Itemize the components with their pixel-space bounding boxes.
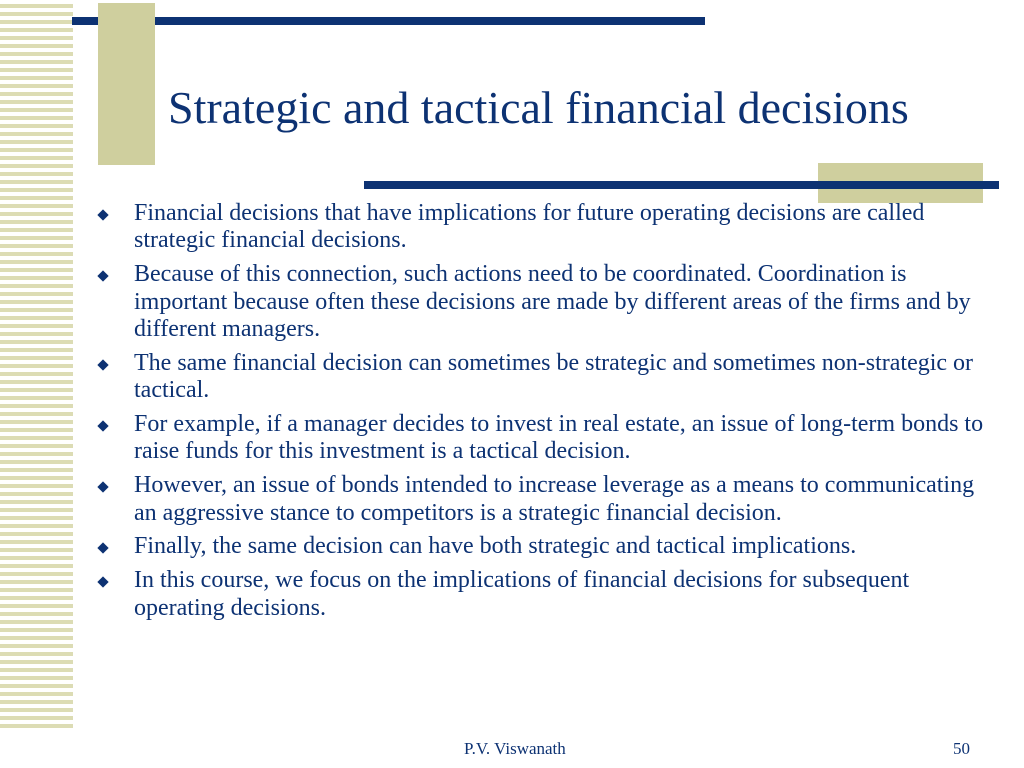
diamond-bullet-icon	[97, 482, 108, 493]
bullet-item	[96, 472, 1001, 527]
slide-title: Strategic and tactical financial decisions	[168, 82, 909, 133]
bullet-item	[96, 567, 1001, 622]
bullet-text: Finally, the same decision can have both strategic and tactical implications.	[134, 533, 857, 560]
bullet-text: The same financial decision can sometimes be strategic and sometimes non-strategic or tactical.	[134, 349, 974, 404]
bullet-text: Because of this connection, such actions need to be coordinated. Coordination is important because often these decisions are made by different areas of the firms and by different managers.	[134, 261, 971, 343]
title-accent-block	[98, 3, 155, 165]
diamond-bullet-icon	[97, 420, 108, 431]
bullet-item	[96, 411, 1001, 466]
bullet-text: For example, if a manager decides to invest in real estate, an issue of long-term bonds to raise funds for this investment is a tactical decision.	[134, 411, 984, 465]
diamond-bullet-icon	[97, 271, 108, 282]
bullet-text: In this course, we focus on the implications of financial decisions for subsequent operating decisions.	[134, 567, 910, 621]
title-divider-bar	[364, 181, 999, 189]
bullet-text: Financial decisions that have implications for future operating decisions are called strategic financial decisions.	[134, 200, 925, 254]
bullet-item	[96, 533, 1001, 560]
diamond-bullet-icon	[97, 359, 108, 370]
striped-sidebar-decoration	[0, 0, 73, 728]
bullet-list	[96, 200, 1001, 628]
bullet-item	[96, 200, 1001, 255]
top-accent-bar	[72, 17, 705, 25]
diamond-bullet-icon	[97, 209, 108, 220]
footer-author: P.V. Viswanath	[464, 739, 566, 758]
bullet-text: However, an issue of bonds intended to increase leverage as a means to communicating an aggressive stance to competitors is a strategic financial decision.	[134, 472, 975, 526]
diamond-bullet-icon	[97, 577, 108, 588]
diamond-bullet-icon	[97, 543, 108, 554]
bullet-item	[96, 261, 1001, 343]
bullet-item	[96, 350, 1001, 405]
page-number: 50	[953, 739, 970, 758]
